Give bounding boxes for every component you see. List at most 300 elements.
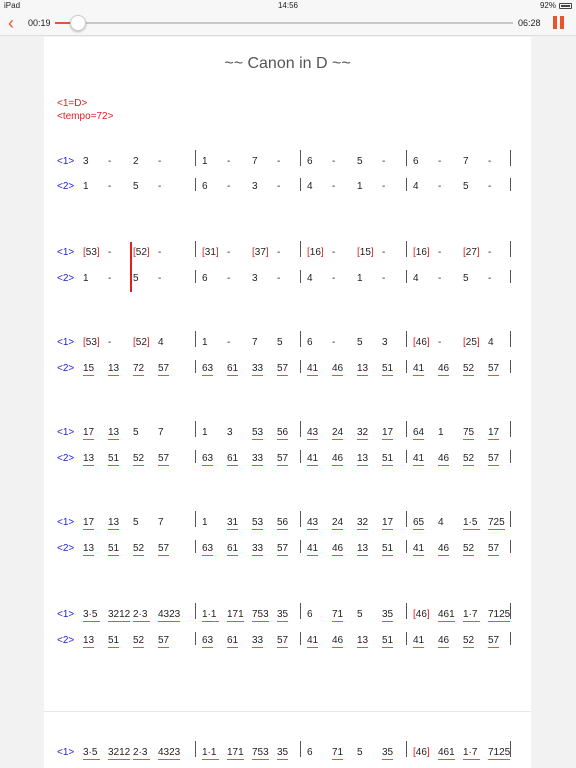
note-group[interactable]: - (382, 247, 386, 258)
note-group[interactable]: 57 (488, 635, 500, 646)
note-group[interactable]: 1·1 (202, 609, 217, 620)
note-group[interactable]: 57 (277, 453, 289, 464)
beam-underline (108, 555, 119, 556)
player-bar (0, 11, 576, 36)
note-group[interactable]: 7125 (488, 747, 511, 758)
current-time: 00:19 (28, 18, 51, 28)
note-group[interactable]: 72 (133, 363, 145, 374)
note-group[interactable]: 35 (382, 609, 394, 620)
bar-line (300, 632, 301, 645)
note-group[interactable]: 43 (307, 427, 319, 438)
beam-underline (357, 529, 368, 530)
note-group[interactable]: 46 (438, 635, 450, 646)
note-group[interactable]: 43 (307, 517, 319, 528)
note-group[interactable]: 35 (277, 747, 289, 758)
note-group[interactable]: 61 (227, 453, 239, 464)
beam-underline (307, 529, 318, 530)
beam-underline (463, 529, 480, 530)
note-group[interactable]: [52] (133, 337, 150, 348)
note-group[interactable]: 52 (463, 635, 475, 646)
note-group[interactable]: 3 (382, 337, 388, 348)
note-group[interactable]: 61 (227, 363, 239, 374)
beam-underline (277, 647, 288, 648)
note-group[interactable]: - (227, 337, 231, 348)
beam-underline (332, 621, 343, 622)
note-group[interactable]: [46] (413, 337, 430, 348)
note-group[interactable]: 41 (307, 543, 319, 554)
note-group[interactable]: 13 (357, 453, 369, 464)
note-group[interactable]: 71 (332, 609, 344, 620)
note-group[interactable]: - (382, 273, 386, 284)
note-group[interactable]: - (438, 181, 442, 192)
note-group[interactable]: 171 (227, 747, 244, 758)
note-group[interactable]: 5 (133, 517, 139, 528)
beam-underline (158, 621, 180, 622)
note-group[interactable]: - (277, 273, 281, 284)
progress-slider[interactable] (55, 22, 513, 24)
note-group[interactable]: 13 (357, 635, 369, 646)
beam-underline (463, 647, 474, 648)
note-group[interactable]: 13 (108, 427, 120, 438)
note-group[interactable]: 57 (158, 453, 170, 464)
note-group[interactable]: 35 (382, 747, 394, 758)
note-group[interactable]: 41 (413, 453, 425, 464)
note-group[interactable]: - (158, 156, 162, 167)
note-group[interactable]: [15] (357, 247, 374, 258)
note-group[interactable]: 4 (158, 337, 164, 348)
beam-underline (83, 647, 94, 648)
note-group[interactable]: - (382, 181, 386, 192)
note-group[interactable]: 51 (382, 635, 394, 646)
note-group[interactable]: 3212 (108, 609, 131, 620)
note-group[interactable]: 6 (307, 156, 313, 167)
pause-icon[interactable] (552, 16, 566, 30)
note-group[interactable]: 5 (357, 747, 363, 758)
note-group[interactable]: 7 (158, 517, 164, 528)
beam-underline (252, 555, 263, 556)
note-group[interactable]: - (108, 337, 112, 348)
beam-underline (202, 759, 219, 760)
note-group[interactable]: 52 (463, 543, 475, 554)
note-group[interactable]: - (488, 156, 492, 167)
note-group[interactable]: 1 (357, 181, 363, 192)
note-group[interactable]: - (332, 247, 336, 258)
note-group[interactable]: 57 (488, 453, 500, 464)
note-group[interactable]: 6 (202, 181, 208, 192)
note-group[interactable]: 17 (382, 517, 394, 528)
note-group[interactable]: 41 (413, 363, 425, 374)
note-group[interactable]: 52 (133, 453, 145, 464)
note-group[interactable]: [37] (252, 247, 269, 258)
note-group[interactable]: 1 (83, 273, 89, 284)
bar-line (406, 421, 407, 437)
note-group[interactable]: - (332, 337, 336, 348)
beam-underline (488, 439, 499, 440)
bar-line (195, 178, 196, 191)
part-label: <2> (57, 635, 75, 646)
note-group[interactable]: 3·5 (83, 609, 98, 620)
note-group[interactable]: 4 (307, 273, 313, 284)
beam-underline (277, 555, 288, 556)
note-group[interactable]: 17 (488, 427, 500, 438)
note-group[interactable]: [25] (463, 337, 480, 348)
note-group[interactable]: 33 (252, 363, 264, 374)
note-group[interactable]: 4 (307, 181, 313, 192)
note-group[interactable]: 5 (357, 337, 363, 348)
note-group[interactable]: 1 (438, 427, 444, 438)
beam-underline (108, 647, 119, 648)
note-group[interactable]: 5 (357, 156, 363, 167)
note-group[interactable]: 75 (463, 427, 475, 438)
chevron-left-icon[interactable]: ‹ (8, 13, 14, 33)
note-group[interactable]: - (227, 156, 231, 167)
note-group[interactable]: 7125 (488, 609, 511, 620)
note-group[interactable]: 57 (277, 543, 289, 554)
note-group[interactable]: 4 (438, 517, 444, 528)
beam-underline (252, 439, 263, 440)
note-group[interactable]: 3212 (108, 747, 131, 758)
bar-line (406, 150, 407, 166)
beam-underline (332, 555, 343, 556)
note-group[interactable]: - (332, 273, 336, 284)
beam-underline (332, 529, 343, 530)
beam-underline (158, 647, 169, 648)
note-group[interactable]: - (488, 273, 492, 284)
note-group[interactable]: 5 (357, 609, 363, 620)
slider-thumb[interactable] (70, 15, 86, 31)
beam-underline (158, 465, 169, 466)
note-group[interactable]: - (158, 247, 162, 258)
note-group[interactable]: 57 (277, 363, 289, 374)
note-group[interactable]: 4 (413, 273, 419, 284)
beam-underline (108, 375, 119, 376)
beam-underline (463, 465, 474, 466)
note-group[interactable]: 5 (277, 337, 283, 348)
note-group[interactable]: 51 (382, 543, 394, 554)
score-sheet (44, 37, 531, 768)
note-group[interactable]: 51 (108, 453, 120, 464)
note-group[interactable]: 51 (382, 453, 394, 464)
note-group[interactable]: - (332, 181, 336, 192)
part-label: <1> (57, 517, 75, 528)
note-group[interactable]: 33 (252, 543, 264, 554)
note-group[interactable]: 7 (463, 156, 469, 167)
bar-line (406, 632, 407, 645)
note-group[interactable]: 56 (277, 517, 289, 528)
beam-underline (463, 555, 474, 556)
note-group[interactable]: - (277, 247, 281, 258)
beam-underline (133, 621, 150, 622)
note-group[interactable]: 1 (202, 517, 208, 528)
bar-line (300, 421, 301, 437)
note-group[interactable]: 1·7 (463, 747, 478, 758)
beam-underline (158, 759, 180, 760)
note-group[interactable]: 7 (158, 427, 164, 438)
note-group[interactable]: 17 (83, 427, 95, 438)
note-group[interactable]: 7 (252, 337, 258, 348)
score-title: ~~ Canon in D ~~ (224, 55, 351, 72)
note-group[interactable]: 57 (277, 635, 289, 646)
note-group[interactable]: 3 (227, 427, 233, 438)
note-group[interactable]: 17 (382, 427, 394, 438)
note-group[interactable]: - (108, 156, 112, 167)
beam-underline (357, 439, 368, 440)
note-group[interactable]: 41 (413, 543, 425, 554)
score-row (57, 609, 527, 629)
beam-underline (463, 759, 480, 760)
note-group[interactable]: 33 (252, 453, 264, 464)
note-group[interactable]: 63 (202, 453, 214, 464)
note-group[interactable]: 13 (357, 543, 369, 554)
note-group[interactable]: 6 (307, 337, 313, 348)
note-group[interactable]: - (438, 337, 442, 348)
note-group[interactable]: [16] (307, 247, 324, 258)
bar-line (510, 360, 511, 373)
beam-underline (227, 555, 238, 556)
note-group[interactable]: 52 (133, 635, 145, 646)
note-group[interactable]: 1 (202, 156, 208, 167)
note-group[interactable]: 753 (252, 747, 269, 758)
note-group[interactable]: 461 (438, 747, 455, 758)
note-group[interactable]: 57 (158, 363, 170, 374)
note-group[interactable]: 46 (438, 543, 450, 554)
note-group[interactable]: - (108, 247, 112, 258)
note-group[interactable]: 2·3 (133, 747, 148, 758)
beam-underline (438, 647, 449, 648)
note-group[interactable]: [53] (83, 337, 100, 348)
note-group[interactable]: 53 (252, 517, 264, 528)
note-group[interactable]: [46] (413, 609, 430, 620)
note-group[interactable]: 56 (277, 427, 289, 438)
note-group[interactable]: 6 (202, 273, 208, 284)
beam-underline (382, 621, 393, 622)
note-group[interactable]: [27] (463, 247, 480, 258)
note-group[interactable]: 13 (108, 363, 120, 374)
note-group[interactable]: 41 (307, 453, 319, 464)
note-group[interactable]: 3·5 (83, 747, 98, 758)
note-group[interactable]: 1 (202, 427, 208, 438)
key-signature: <1=D> (57, 98, 88, 109)
note-group[interactable]: 52 (463, 453, 475, 464)
note-group[interactable]: 1 (83, 181, 89, 192)
note-group[interactable]: 2 (133, 156, 139, 167)
beam-underline (332, 465, 343, 466)
page-divider (44, 711, 531, 712)
note-group[interactable]: 6 (413, 156, 419, 167)
beam-underline (357, 647, 368, 648)
note-group[interactable]: 57 (158, 543, 170, 554)
note-group[interactable]: - (438, 247, 442, 258)
bar-line (406, 178, 407, 191)
beam-underline (252, 375, 263, 376)
note-group[interactable]: 64 (413, 427, 425, 438)
bar-line (195, 270, 196, 283)
note-group[interactable]: 46 (332, 363, 344, 374)
note-group[interactable]: 35 (277, 609, 289, 620)
score-row (57, 181, 527, 201)
note-group[interactable]: 46 (438, 453, 450, 464)
note-group[interactable]: 65 (413, 517, 425, 528)
device-name: iPad (4, 1, 21, 10)
note-group[interactable]: 13 (83, 453, 95, 464)
note-group[interactable]: 1 (202, 337, 208, 348)
note-group[interactable]: 1 (357, 273, 363, 284)
note-group[interactable]: 13 (83, 635, 95, 646)
note-group[interactable]: 46 (332, 453, 344, 464)
total-duration: 06:28 (518, 18, 541, 28)
note-group[interactable]: [46] (413, 747, 430, 758)
bar-line (406, 360, 407, 373)
note-group[interactable]: 51 (108, 543, 120, 554)
note-group[interactable]: 31 (227, 517, 239, 528)
note-group[interactable]: 51 (108, 635, 120, 646)
note-group[interactable]: 5 (133, 181, 139, 192)
note-group[interactable]: 171 (227, 609, 244, 620)
note-group[interactable]: 4 (488, 337, 494, 348)
bar-line (300, 331, 301, 347)
note-group[interactable]: - (227, 247, 231, 258)
note-group[interactable]: [31] (202, 247, 219, 258)
note-group[interactable]: 63 (202, 363, 214, 374)
battery-percent: 92% (539, 1, 556, 10)
note-group[interactable]: 63 (202, 543, 214, 554)
note-group[interactable]: 41 (413, 635, 425, 646)
note-group[interactable]: 5 (133, 273, 139, 284)
score-row (57, 247, 527, 267)
note-group[interactable]: 1·5 (463, 517, 478, 528)
score-row (57, 543, 527, 563)
note-group[interactable]: 46 (332, 635, 344, 646)
bar-line (406, 741, 407, 757)
note-group[interactable]: 3 (252, 181, 258, 192)
beam-underline (277, 465, 288, 466)
note-group[interactable]: - (488, 247, 492, 258)
note-group[interactable]: 51 (382, 363, 394, 374)
score-row (57, 453, 527, 473)
note-group[interactable]: - (277, 181, 281, 192)
part-label: <2> (57, 181, 75, 192)
note-group[interactable]: - (108, 273, 112, 284)
note-group[interactable]: 53 (252, 427, 264, 438)
note-group[interactable]: 7 (252, 156, 258, 167)
note-group[interactable]: 33 (252, 635, 264, 646)
note-group[interactable]: 17 (83, 517, 95, 528)
note-group[interactable]: 24 (332, 427, 344, 438)
note-group[interactable]: [53] (83, 247, 100, 258)
note-group[interactable]: 5 (463, 181, 469, 192)
note-group[interactable]: 57 (488, 543, 500, 554)
score-row (57, 363, 527, 383)
note-group[interactable]: 3 (83, 156, 89, 167)
note-group[interactable]: - (488, 181, 492, 192)
note-group[interactable]: 61 (227, 635, 239, 646)
note-group[interactable]: - (332, 156, 336, 167)
note-group[interactable]: 5 (133, 427, 139, 438)
note-group[interactable]: 1·1 (202, 747, 217, 758)
note-group[interactable]: 4323 (158, 609, 181, 620)
note-group[interactable]: 32 (357, 427, 369, 438)
note-group[interactable]: - (108, 181, 112, 192)
note-group[interactable]: 13 (83, 543, 95, 554)
beam-underline (488, 647, 499, 648)
beam-underline (307, 555, 318, 556)
battery-icon (559, 3, 572, 9)
note-group[interactable]: 57 (488, 363, 500, 374)
beam-underline (227, 647, 238, 648)
note-group[interactable]: - (158, 181, 162, 192)
bar-line (510, 178, 511, 191)
note-group[interactable]: - (277, 156, 281, 167)
note-group[interactable]: 63 (202, 635, 214, 646)
beam-underline (277, 439, 288, 440)
note-group[interactable]: 13 (108, 517, 120, 528)
note-group[interactable]: [52] (133, 247, 150, 258)
beam-underline (133, 555, 144, 556)
note-group[interactable]: 13 (357, 363, 369, 374)
beam-underline (83, 759, 100, 760)
note-group[interactable]: - (227, 181, 231, 192)
note-group[interactable]: 2·3 (133, 609, 148, 620)
bar-line (195, 511, 196, 527)
beam-underline (382, 647, 393, 648)
note-group[interactable]: 41 (307, 635, 319, 646)
note-group[interactable]: 1·7 (463, 609, 478, 620)
beam-underline (277, 759, 288, 760)
note-group[interactable]: - (158, 273, 162, 284)
beam-underline (227, 465, 238, 466)
note-group[interactable]: 32 (357, 517, 369, 528)
note-group[interactable]: 6 (307, 609, 313, 620)
beam-underline (332, 647, 343, 648)
note-group[interactable]: 6 (307, 747, 313, 758)
note-group[interactable]: 46 (438, 363, 450, 374)
note-group[interactable]: 3 (252, 273, 258, 284)
note-group[interactable]: 5 (463, 273, 469, 284)
beam-underline (133, 465, 144, 466)
note-group[interactable]: 41 (307, 363, 319, 374)
note-group[interactable]: 461 (438, 609, 455, 620)
part-label: <2> (57, 543, 75, 554)
note-group[interactable]: - (227, 273, 231, 284)
beam-underline (277, 375, 288, 376)
note-group[interactable]: - (438, 156, 442, 167)
note-group[interactable]: 15 (83, 363, 95, 374)
beam-underline (382, 529, 393, 530)
part-label: <1> (57, 156, 75, 167)
beam-underline (158, 555, 169, 556)
note-group[interactable]: 4323 (158, 747, 181, 758)
bar-line (300, 360, 301, 373)
note-group[interactable]: 753 (252, 609, 269, 620)
note-group[interactable]: - (382, 156, 386, 167)
note-group[interactable]: 52 (133, 543, 145, 554)
note-group[interactable]: 4 (413, 181, 419, 192)
note-group[interactable]: - (438, 273, 442, 284)
beam-underline (108, 621, 130, 622)
note-group[interactable]: 725 (488, 517, 505, 528)
bar-line (406, 540, 407, 553)
bar-line (195, 632, 196, 645)
note-group[interactable]: 71 (332, 747, 344, 758)
note-group[interactable]: 57 (158, 635, 170, 646)
note-group[interactable]: 52 (463, 363, 475, 374)
beam-underline (438, 465, 449, 466)
note-group[interactable]: 61 (227, 543, 239, 554)
note-group[interactable]: [16] (413, 247, 430, 258)
note-group[interactable]: 46 (332, 543, 344, 554)
bar-line (195, 421, 196, 437)
note-group[interactable]: 24 (332, 517, 344, 528)
